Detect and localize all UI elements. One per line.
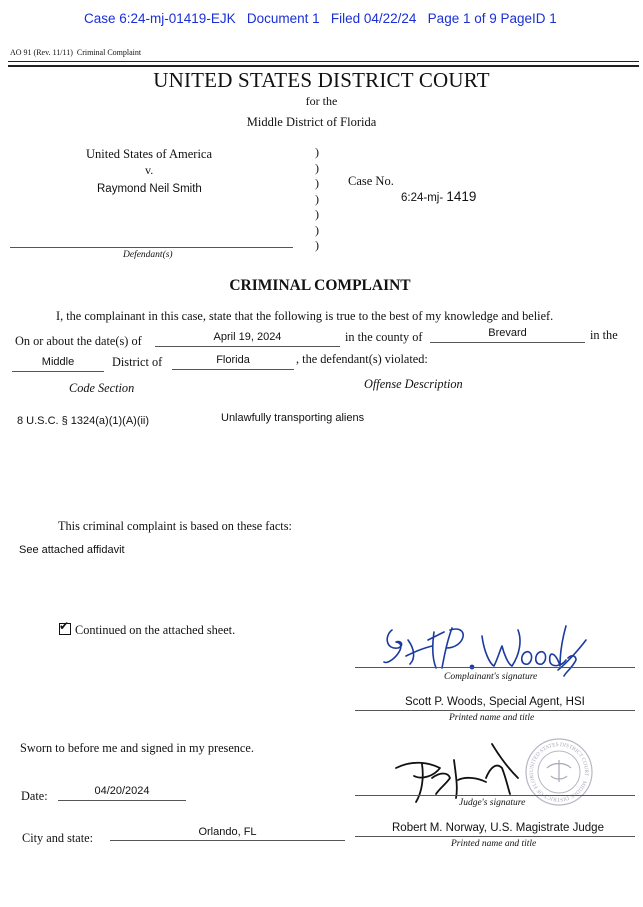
offense-description-value: Unlawfully transporting aliens	[221, 412, 365, 424]
complainant-signature-label: Complainant's signature	[444, 672, 538, 682]
header-rule-2	[8, 65, 639, 67]
checkbox-checked-icon	[59, 619, 71, 635]
caption-parens	[315, 145, 319, 254]
city-state-rule	[110, 840, 345, 841]
city-state-label: City and state:	[22, 831, 94, 845]
paren: )	[315, 222, 319, 237]
date-rule	[155, 346, 340, 347]
paren: )	[315, 145, 319, 159]
continued-label: Continued on the attached sheet.	[75, 623, 236, 637]
date-label: Date:	[21, 789, 48, 803]
defendant-rule	[10, 247, 293, 248]
defendant-name: Raymond Neil Smith	[97, 183, 202, 195]
complaint-intro: I, the complainant in this case, state that the following is true to the best of my knowledge and belief.	[56, 309, 554, 323]
district-rule	[12, 371, 104, 372]
date-signed-rule	[58, 800, 186, 801]
judge-signature-rule	[355, 795, 635, 796]
judge-printed-name: Robert M. Norway, U.S. Magistrate Judge	[392, 822, 604, 834]
violated-label: , the defendant(s) violated:	[296, 352, 428, 366]
code-section-header: Code Section	[69, 381, 135, 395]
case-stamp: Case 6:24-mj-01419-EJK Document 1 Filed 04/22/24 Page 1 of 9 PageID 1	[84, 11, 557, 26]
complainant-printed-rule	[355, 710, 635, 711]
date-value: 04/20/2024	[94, 785, 150, 797]
county-label: in the county of	[345, 330, 423, 344]
paren: )	[315, 191, 319, 206]
header-rule	[8, 61, 639, 62]
district-value: Middle	[41, 356, 75, 368]
on-or-about-label: On or about the date(s) of	[15, 334, 142, 348]
complainant-signature	[380, 618, 590, 678]
judge-printed-rule	[355, 836, 635, 837]
case-no-prefix: 6:24-mj-	[401, 192, 444, 204]
seal-text: UNITED STATES DISTRICT COURT · MIDDLE DISTRICT OF FLORI	[528, 741, 590, 803]
judge-signature-label: Judge's signature	[459, 798, 526, 808]
offense-date: April 19, 2024	[213, 331, 282, 343]
paren: )	[315, 176, 319, 190]
case-no-value	[401, 189, 476, 204]
defendant-label: Defendant(s)	[123, 250, 173, 260]
form-id	[10, 48, 141, 57]
paren: )	[315, 160, 319, 175]
case-no-label: Case No.	[348, 174, 394, 188]
in-the-label: in the	[590, 328, 618, 342]
county-rule	[430, 342, 585, 343]
complainant-printed-name: Scott P. Woods, Special Agent, HSI	[405, 696, 585, 708]
complainant-printed-label: Printed name and title	[449, 713, 535, 723]
district-of-label: District of	[112, 355, 163, 369]
case-no-number: 1419	[446, 189, 477, 204]
judge-printed-label: Printed name and title	[451, 839, 537, 849]
court-name: UNITED STATES DISTRICT COURT	[153, 68, 490, 92]
state-rule	[172, 369, 294, 370]
court-for-the: for the	[305, 94, 338, 108]
versus: v.	[145, 163, 154, 177]
offense-description-header: Offense Description	[364, 377, 463, 391]
facts-text: See attached affidavit	[19, 544, 125, 556]
form-number: AO 91 (Rev. 11/11)	[10, 48, 73, 57]
paren: )	[315, 238, 319, 252]
county-value: Brevard	[488, 327, 527, 339]
complaint-title: CRIMINAL COMPLAINT	[229, 277, 411, 294]
form-name: Criminal Complaint	[76, 48, 142, 57]
facts-intro: This criminal complaint is based on these facts:	[58, 519, 292, 533]
state-value: Florida	[216, 354, 250, 366]
complainant-signature-rule	[355, 667, 635, 668]
paren: )	[315, 207, 319, 221]
court-district: Middle District of Florida	[246, 115, 377, 129]
sworn-statement: Sworn to before me and signed in my presence.	[20, 741, 254, 755]
checkmark: ✔	[59, 619, 70, 633]
city-state-value: Orlando, FL	[198, 826, 257, 838]
code-section-value: 8 U.S.C. § 1324(a)(1)(A)(ii)	[17, 415, 150, 427]
continued-row	[59, 619, 236, 638]
plaintiff-name: United States of America	[86, 147, 213, 161]
